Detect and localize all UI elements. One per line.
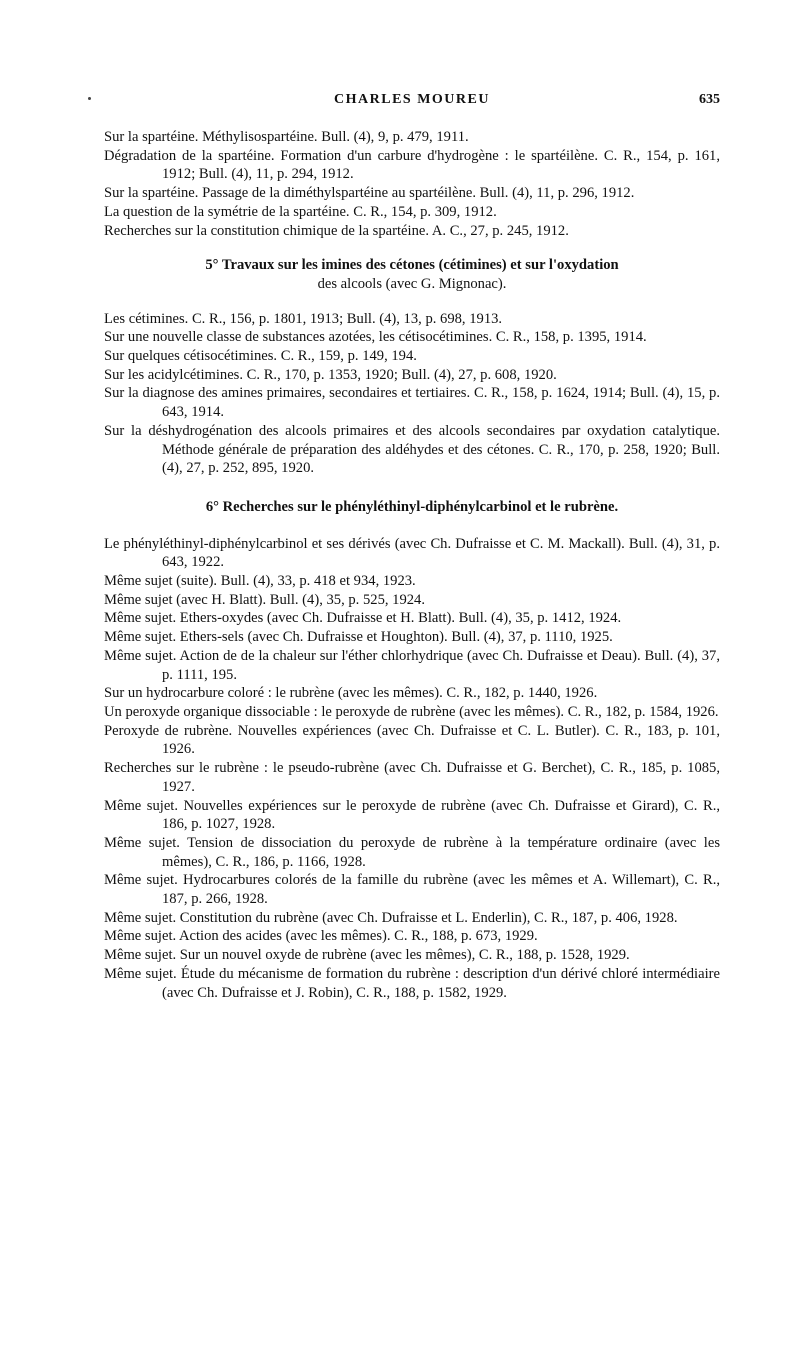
bibliography-list bbox=[104, 128, 720, 1002]
section-heading-5-line2: des alcools (avec G. Mignonac). bbox=[317, 275, 507, 292]
bibliography-entry: La question de la symétrie de la spartéine. C. R., 154, p. 309, 1912. bbox=[104, 203, 497, 220]
bibliography-entry: Dégradation de la spartéine. Formation d'un carbure d'hydrogène : le spartéilène. C. R., 154, p. 161, 1912; Bull. (4), 11, p. 294, 1912. bbox=[104, 147, 720, 183]
bibliography-entry: Sur la diagnose des amines primaires, secondaires et tertiaires. C. R., 158, p. 1624, 1914; Bull. (4), 15, p. 643, 1914. bbox=[104, 385, 720, 421]
bibliography-entry: Sur la spartéine. Méthylisospartéine. Bull. (4), 9, p. 479, 1911. bbox=[104, 129, 469, 145]
bibliography-entry: Même sujet. Hydrocarbures colorés de la famille du rubrène (avec les mêmes et A. Willemart), C. R., 187, p. 266, 1928. bbox=[104, 872, 720, 908]
bibliography-entry: Le phényléthinyl-diphénylcarbinol et ses dérivés (avec Ch. Dufraisse et C. M. Mackall). Bull. (4), 31, p. 643, 1922. bbox=[104, 535, 720, 571]
bibliography-entry: Un peroxyde organique dissociable : le peroxyde de rubrène (avec les mêmes). C. R., 182, p. 1584, 1926. bbox=[104, 703, 719, 720]
bibliography-entry: Même sujet. Ethers-oxydes (avec Ch. Dufraisse et H. Blatt). Bull. (4), 35, p. 1412, 1924. bbox=[104, 610, 622, 627]
bibliography-entry: Même sujet. Ethers-sels (avec Ch. Dufraisse et Houghton). Bull. (4), 37, p. 1110, 1925. bbox=[104, 629, 613, 646]
section-heading-6: 6° Recherches sur le phényléthinyl-diphénylcarbinol et le rubrène. bbox=[205, 498, 619, 515]
section-heading-5 bbox=[104, 256, 720, 293]
bibliography-entry: Peroxyde de rubrène. Nouvelles expériences (avec Ch. Dufraisse et C. L. Butler). C. R., 183, p. 101, 1926. bbox=[104, 722, 720, 758]
bibliography-entry: Sur les acidylcétimines. C. R., 170, p. 1353, 1920; Bull. (4), 27, p. 608, 1920. bbox=[104, 366, 557, 383]
bibliography-entry: Même sujet. Tension de dissociation du peroxyde de rubrène à la température ordinaire (avec les mêmes), C. R., 186, p. 1166, 1928. bbox=[104, 834, 720, 870]
running-title: CHARLES MOUREU bbox=[334, 92, 490, 107]
bibliography-entry: Même sujet. Action des acides (avec les mêmes). C. R., 188, p. 673, 1929. bbox=[104, 928, 538, 945]
bibliography-entry: Recherches sur le rubrène : le pseudo-rubrène (avec Ch. Dufraisse et G. Berchet), C. R., 185, p. 1085, 1927. bbox=[104, 760, 720, 795]
bibliography-entry: Même sujet. Nouvelles expériences sur le peroxyde de rubrène (avec Ch. Dufraisse et Girard), C. R., 186, p. 1027, 1928. bbox=[104, 797, 720, 833]
bibliography-entry: Sur la déshydrogénation des alcools primaires et des alcools secondaires par oxydation catalytique. Méthode générale de préparation des aldéhydes et des cétones. C. R., 170, p. 258, 1920; Bull. (4), 27, p. 252, 895, 1920. bbox=[104, 422, 720, 477]
bibliography-entry: Les cétimines. C. R., 156, p. 1801, 1913; Bull. (4), 13, p. 698, 1913. bbox=[104, 310, 503, 327]
page-header bbox=[104, 92, 720, 114]
scan-speck bbox=[88, 97, 91, 100]
bibliography-entry: Sur quelques cétisocétimines. C. R., 159, p. 149, 194. bbox=[104, 348, 417, 365]
bibliography-entry: Sur un hydrocarbure coloré : le rubrène (avec les mêmes). C. R., 182, p. 1440, 1926. bbox=[104, 685, 598, 702]
bibliography-entry: Sur une nouvelle classe de substances azotées, les cétisocétimines. C. R., 158, p. 1395, 1914. bbox=[104, 329, 647, 346]
bibliography-entry: Même sujet. Constitution du rubrène (avec Ch. Dufraisse et L. Enderlin), C. R., 187, p. 406, 1928. bbox=[104, 909, 678, 926]
bibliography-entry: Même sujet (avec H. Blatt). Bull. (4), 35, p. 525, 1924. bbox=[104, 591, 426, 608]
bibliography-entry: Même sujet. Action de de la chaleur sur l'éther chlorhydrique (avec Ch. Dufraisse et Deau). Bull. (4), 37, p. 1111, 195. bbox=[104, 647, 720, 683]
bibliography-entry: Même sujet. Étude du mécanisme de formation du rubrène : description d'un dérivé chloré intermédiaire (avec Ch. Dufraisse et J. Robin), C. R., 188, p. 1582, 1929. bbox=[104, 965, 720, 1001]
bibliography-entry: Même sujet (suite). Bull. (4), 33, p. 418 et 934, 1923. bbox=[104, 573, 416, 590]
bibliography-entry: Même sujet. Sur un nouvel oxyde de rubrène (avec les mêmes), C. R., 188, p. 1528, 1929. bbox=[104, 947, 630, 964]
page-number: 635 bbox=[699, 92, 720, 107]
bibliography-entry: Recherches sur la constitution chimique de la spartéine. A. C., 27, p. 245, 1912. bbox=[104, 222, 569, 239]
bibliography-entry: Sur la spartéine. Passage de la diméthylspartéine au spartéilène. Bull. (4), 11, p. 296, 1912. bbox=[104, 185, 635, 202]
section-heading-5-line1: 5° Travaux sur les imines des cétones (cétimines) et sur l'oxydation bbox=[205, 257, 619, 274]
